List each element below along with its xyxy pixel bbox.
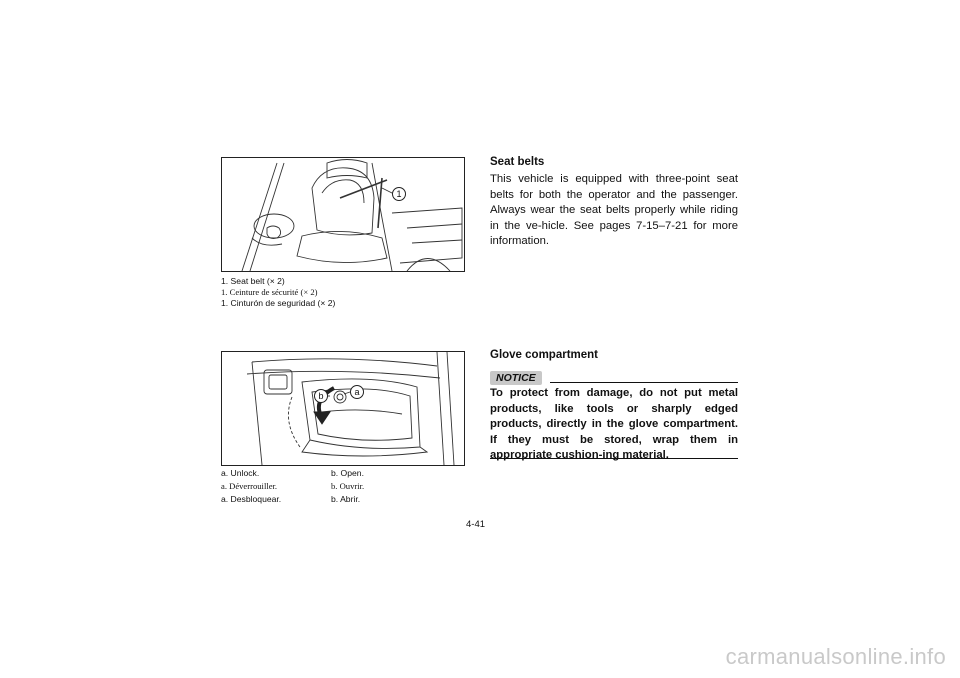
caption-b-es: b. Abrir. <box>331 494 361 504</box>
callout-a-label: a <box>354 387 360 397</box>
seat-belts-body: This vehicle is equipped with three-point seat belts for both the operator and the passenger. Always wear the seat belts properly while riding in the ve-hicle. See pages 7-15–7-21 for more information. <box>490 173 738 248</box>
callout-b-label: b <box>318 391 324 401</box>
glove-compartment-heading: Glove compartment <box>490 349 598 361</box>
callout-a <box>350 385 364 399</box>
callout-b <box>314 389 328 403</box>
caption-b-fr: b. Ouvrir. <box>331 481 365 491</box>
seat-belt-illustration <box>221 157 465 272</box>
callout-1-label: 1 <box>396 189 402 199</box>
caption-a-fr: a. Déverrouiller. <box>221 481 278 491</box>
glove-compartment-illustration <box>221 351 465 466</box>
figure1-caption <box>221 276 335 309</box>
notice-badge: NOTICE <box>490 371 542 385</box>
seat-belts-heading: Seat belts <box>490 156 545 168</box>
figure2-caption-left <box>221 467 281 506</box>
caption-a-en: a. Unlock. <box>221 468 260 478</box>
caption-en: 1. Seat belt (× 2) <box>221 276 285 286</box>
figure2-caption-right <box>331 467 364 506</box>
page-number: 4-41 <box>466 519 486 530</box>
caption-b-en: b. Open. <box>331 468 364 478</box>
caption-es: 1. Cinturón de seguridad (× 2) <box>221 298 336 308</box>
notice-end-rule <box>490 458 738 459</box>
notice-rule <box>550 382 738 383</box>
watermark: carmanualsonline.info <box>725 644 946 669</box>
callout-1 <box>392 187 406 201</box>
notice-header <box>490 368 738 386</box>
caption-fr: 1. Ceinture de sécurité (× 2) <box>221 287 318 297</box>
notice-text: To protect from damage, do not put metal products, like tools or sharply edged products, directly in the glove compartment. If they must be stored, wrap them in appropriate cushion-ing material. <box>490 387 738 462</box>
caption-a-es: a. Desbloquear. <box>221 494 282 504</box>
